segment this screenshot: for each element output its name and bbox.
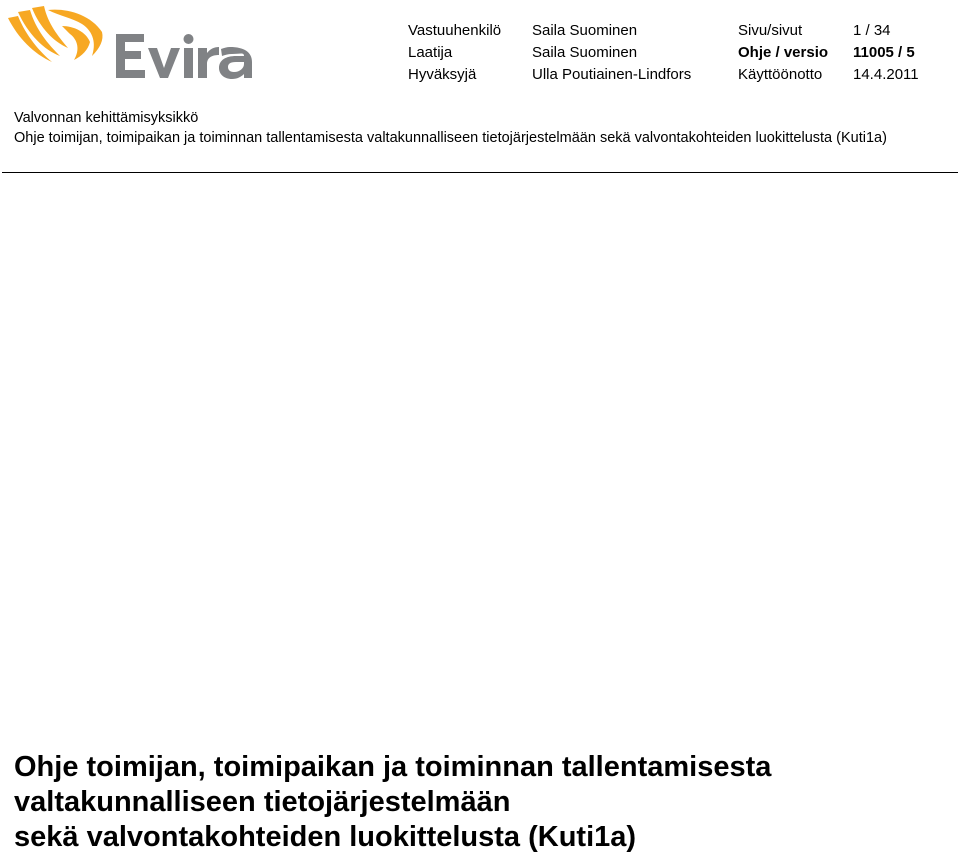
document-title — [14, 750, 771, 855]
vastuuhenkilo-value: Saila Suominen — [532, 22, 638, 39]
document-title-line-1: Ohje toimijan, toimipaikan ja toiminnan tallentamisesta — [14, 751, 772, 783]
hyvaksyja-label: Hyväksyjä — [408, 66, 477, 83]
versio-value: 11005 / 5 — [853, 44, 915, 61]
header-subtitle: Ohje toimijan, toimipaikan ja toiminnan tallentamisesta valtakunnalliseen tietojärjestelmään sekä valvontakohteiden luokittelusta (Kuti1a) — [14, 130, 887, 146]
hyvaksyja-value: Ulla Poutiainen-Lindfors — [532, 66, 692, 83]
vastuuhenkilo-label: Vastuuhenkilö — [408, 22, 502, 39]
document-title-line-3: sekä valvontakohteiden luokittelusta (Kuti1a) — [14, 821, 637, 853]
kayttoonotto-label: Käyttöönotto — [738, 66, 823, 83]
laatija-value: Saila Suominen — [532, 44, 638, 61]
evira-emblem-icon — [8, 6, 103, 62]
evira-wordmark — [116, 34, 252, 79]
sivu-label: Sivu/sivut — [738, 22, 803, 39]
laatija-label: Laatija — [408, 44, 453, 61]
evira-logo — [4, 4, 256, 84]
kayttoonotto-value: 14.4.2011 — [853, 66, 919, 83]
organization-unit: Valvonnan kehittämisyksikkö — [14, 110, 199, 126]
versio-label: Ohje / versio — [738, 44, 829, 61]
sivu-value: 1 / 34 — [853, 22, 891, 39]
document-title-line-2: valtakunnalliseen tietojärjestelmään — [14, 786, 511, 818]
header-divider — [2, 172, 958, 173]
